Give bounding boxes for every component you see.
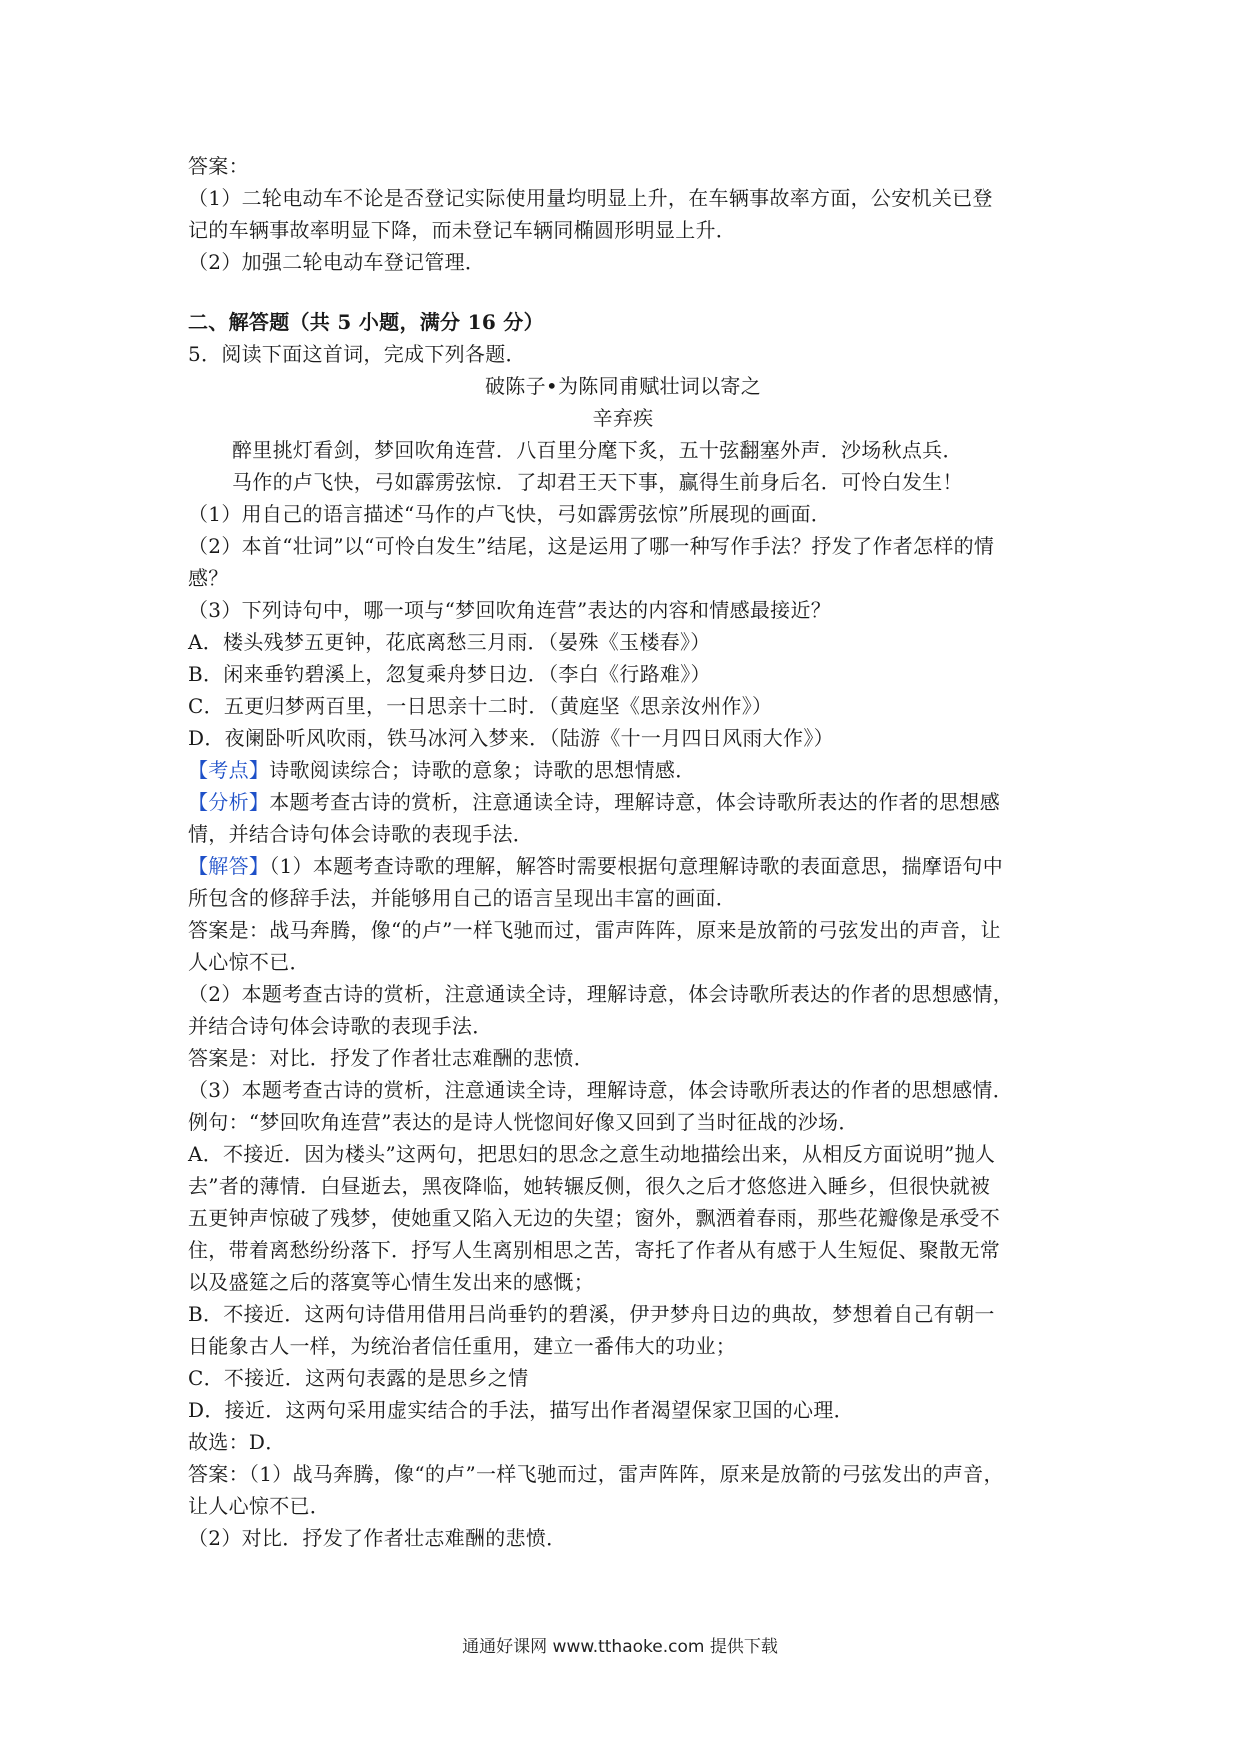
explain-a-line-3: 五更钟声惊破了残梦，使她重又陷入无边的失望；窗外，飘洒着春雨，那些花瓣像是承受不	[188, 1206, 1000, 1230]
poem-line-2: 马作的卢飞快，弓如霹雳弦惊．了却君王天下事，赢得生前身后名．可怜白发生！	[232, 470, 963, 494]
explain-b-line-1: B．不接近．这两句诗借用借用吕尚垂钓的碧溪，伊尹梦舟日边的典故，梦想着自己有朝一	[188, 1302, 995, 1326]
choice-result: 故选：D．	[188, 1430, 286, 1454]
document-page	[188, 150, 1058, 1554]
explain-a-line-5: 以及盛筵之后的落寞等心情生发出来的感慨；	[188, 1270, 594, 1294]
section-heading: 二、解答题（共 5 小题，满分 16 分）	[188, 310, 544, 334]
answer-1-line-1: （1）二轮电动车不论是否登记实际使用量均明显上升，在车辆事故率方面，公安机关已登	[188, 186, 993, 210]
explain-a-line-1: A．不接近．因为楼头”这两句，把思妇的思念之意生动地描绘出来，从相反方面说明”抛人	[188, 1142, 996, 1166]
explain-a-line-2: 去”者的薄情．白昼逝去，黑夜降临，她转辗反侧，很久之后才悠悠进入睡乡，但很快就被	[188, 1174, 991, 1198]
final-answer-line-3: （2）对比．抒发了作者壮志难酬的悲愤．	[188, 1526, 567, 1550]
explain-c: C．不接近．这两句表露的是思乡之情	[188, 1366, 529, 1390]
footer-text: 通通好课网 www.tthaoke.com 提供下载	[462, 1637, 778, 1657]
option-d: D．夜阑卧听风吹雨，铁马冰河入梦来．（陆游《十一月四日风雨大作》）	[188, 726, 834, 750]
part2-line-2: 并结合诗句体会诗歌的表现手法．	[188, 1014, 493, 1038]
option-a: A．楼头残梦五更钟，花底离愁三月雨．（晏殊《玉楼春》）	[188, 630, 711, 654]
fenxi-line-2: 情，并结合诗句体会诗歌的表现手法．	[188, 822, 534, 846]
sub-question-2-line-2: 感？	[188, 566, 229, 590]
kaodian-row	[188, 754, 1058, 786]
answer2: 答案是：对比．抒发了作者壮志难酬的悲愤．	[188, 1046, 594, 1070]
answer1-line-1: 答案是：战马奔腾，像“的卢”一样飞驰而过，雷声阵阵，原来是放箭的弓弦发出的声音，让	[188, 918, 1001, 942]
poem-line-1: 醉里挑灯看剑，梦回吹角连营．八百里分麾下炙，五十弦翻塞外声．沙场秋点兵．	[232, 438, 963, 462]
part3-line-2: 例句：“梦回吹角连营”表达的是诗人恍惚间好像又回到了当时征战的沙场．	[188, 1110, 859, 1134]
kaodian-text: 诗歌阅读综合；诗歌的意象；诗歌的思想情感．	[269, 758, 696, 782]
final-answer-line-1: 答案：（1）战马奔腾，像“的卢”一样飞驰而过，雷声阵阵，原来是放箭的弓弦发出的声音，	[188, 1462, 1004, 1486]
jieda-row	[188, 850, 1058, 882]
fenxi-tag: 【分析】	[188, 790, 270, 814]
option-c: C．五更归梦两百里，一日思亲十二时．（黄庭坚《思亲汝州作》）	[188, 694, 773, 718]
poem-author: 辛弃疾	[592, 406, 654, 430]
sub-question-2-line-1: （2）本首“壮词”以“可怜白发生”结尾，这是运用了哪一种写作手法？抒发了作者怎样的情	[188, 534, 995, 558]
part2-line-1: （2）本题考查古诗的赏析，注意通读全诗，理解诗意，体会诗歌所表达的作者的思想感情，	[188, 982, 1014, 1006]
spacer	[188, 278, 1058, 306]
option-b: B．闲来垂钓碧溪上，忽复乘舟梦日边．（李白《行路难》）	[188, 662, 711, 686]
answer1-line-2: 人心惊不已．	[188, 950, 310, 974]
explain-b-line-2: 日能象古人一样，为统治者信任重用，建立一番伟大的功业；	[188, 1334, 737, 1358]
kaodian-tag: 【考点】	[188, 758, 270, 782]
answer-label: 答案：	[188, 154, 249, 178]
jieda-tag: 【解答】	[188, 854, 270, 878]
answer-1-line-2: 记的车辆事故率明显下降，而未登记车辆同椭圆形明显上升．	[188, 218, 737, 242]
explain-a-line-4: 住，带着离愁纷纷落下．抒写人生离别相思之苦，寄托了作者从有感于人生短促、聚散无常	[188, 1238, 1000, 1262]
part3-line-1: （3）本题考查古诗的赏析，注意通读全诗，理解诗意，体会诗歌所表达的作者的思想感情．	[188, 1078, 1014, 1102]
sub-question-1: （1）用自己的语言描述“马作的卢飞快，弓如霹雳弦惊”所展现的画面．	[188, 502, 832, 526]
poem-title: 破陈子•为陈同甫赋壮词以寄之	[485, 374, 761, 398]
explain-d: D．接近．这两句采用虚实结合的手法，描写出作者渴望保家卫国的心理．	[188, 1398, 854, 1422]
answer-2: （2）加强二轮电动车登记管理．	[188, 250, 486, 274]
jieda-line-2: 所包含的修辞手法，并能够用自己的语言呈现出丰富的画面．	[188, 886, 737, 910]
fenxi-row	[188, 786, 1058, 818]
fenxi-text: 本题考查古诗的赏析，注意通读全诗，理解诗意，体会诗歌所表达的作者的思想感	[269, 790, 1001, 814]
question-stem: 5．阅读下面这首词，完成下列各题．	[188, 342, 526, 366]
sub-question-3: （3）下列诗句中，哪一项与“梦回吹角连营”表达的内容和情感最接近？	[188, 598, 832, 622]
final-answer-line-2: 让人心惊不已．	[188, 1494, 331, 1518]
jieda-text: （1）本题考查诗歌的理解，解答时需要根据句意理解诗歌的表面意思，揣摩语句中	[269, 854, 1004, 878]
